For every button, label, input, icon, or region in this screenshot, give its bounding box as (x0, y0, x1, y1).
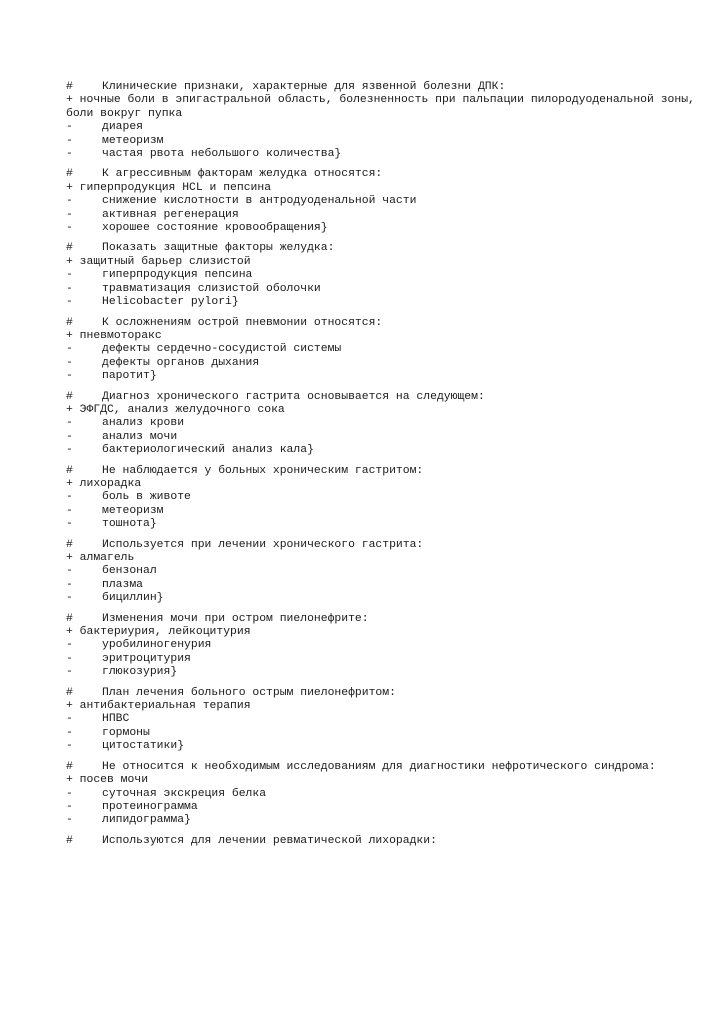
dash-marker: - (66, 222, 73, 235)
dash-marker: - (66, 518, 73, 531)
hash-marker: # (66, 760, 73, 773)
question-title-text: План лечения больного острым пиелонефритом: (102, 686, 396, 699)
wrong-answer (66, 666, 706, 679)
question-title-text: Клинические признаки, характерные для язвенной болезни ДПК: (102, 81, 506, 93)
wrong-answer (66, 579, 706, 592)
wrong-answer (66, 518, 706, 531)
dash-marker: - (66, 565, 73, 578)
question-block (66, 81, 706, 161)
question-title-text: Не наблюдается у больных хроническим гастритом: (102, 464, 424, 477)
wrong-answer-text: бициллин} (102, 592, 164, 605)
dash-marker: - (66, 787, 73, 800)
hash-marker: # (66, 834, 73, 847)
question-title (66, 539, 706, 552)
dash-marker: - (66, 208, 73, 221)
dash-marker: - (66, 417, 73, 430)
question-block (66, 761, 706, 828)
wrong-answer (66, 801, 706, 814)
wrong-answer (66, 135, 706, 148)
correct-answer: + ЭФГДС, анализ желудочного сока (66, 403, 285, 416)
hash-marker: # (66, 242, 73, 255)
dash-marker: - (66, 121, 73, 134)
question-block (66, 613, 706, 680)
question-title-text: Диагноз хронического гастрита основывается на следующем: (102, 390, 485, 403)
correct-answer: + бактериурия, лейкоцитурия (66, 626, 251, 639)
wrong-answer-text: НПВС (102, 713, 130, 726)
wrong-answer (66, 814, 706, 827)
dash-marker: - (66, 814, 73, 827)
wrong-answer (66, 222, 706, 235)
wrong-answer (66, 592, 706, 605)
dash-marker: - (66, 652, 73, 665)
dash-marker: - (66, 195, 73, 208)
hash-marker: # (66, 168, 73, 181)
hash-marker: # (66, 612, 73, 625)
question-block (66, 539, 706, 606)
wrong-answer-text: цитостатики} (102, 740, 185, 753)
wrong-answer (66, 121, 706, 134)
wrong-answer-text: бензонал (102, 565, 157, 578)
wrong-answer-text: уробилиногенурия (102, 639, 212, 652)
dash-marker: - (66, 592, 73, 605)
wrong-answer-text: протеинограмма (102, 800, 198, 813)
wrong-answer-text: анализ мочи (102, 430, 178, 443)
dash-marker: - (66, 800, 73, 813)
wrong-answer-text: активная регенерация (102, 208, 239, 221)
wrong-answer-text: травматизация слизистой оболочки (102, 282, 321, 295)
wrong-answer (66, 727, 706, 740)
wrong-answer (66, 296, 706, 309)
wrong-answer-text: липидограмма} (102, 814, 191, 827)
wrong-answer-text: хорошее состояние кровообращения} (102, 222, 328, 235)
question-title (66, 613, 706, 626)
correct-answer: + алмагель (66, 552, 135, 564)
question-title-text: Используются для лечении ревматической лихорадки: (102, 834, 437, 847)
wrong-answer-text: паротит} (102, 370, 157, 383)
dash-marker: - (66, 134, 73, 147)
dash-marker: - (66, 740, 73, 753)
wrong-answer (66, 195, 706, 208)
question-block (66, 835, 706, 848)
wrong-answer (66, 431, 706, 444)
dash-marker: - (66, 491, 73, 504)
question-title (66, 465, 706, 478)
wrong-answer-text: бактериологический анализ кала} (102, 444, 314, 457)
wrong-answer-text: частая рвота небольшого количества} (102, 148, 342, 161)
question-title (66, 391, 706, 404)
wrong-answer-text: дефекты сердечно-сосудистой системы (102, 343, 342, 356)
question-title-text: К осложнениям острой пневмонии относятся: (102, 316, 383, 329)
question-title-text: Изменения мочи при остром пиелонефрите: (102, 612, 369, 625)
wrong-answer-text: глюкозурия} (102, 666, 178, 679)
dash-marker: - (66, 713, 73, 726)
document-body (66, 81, 706, 855)
wrong-answer (66, 417, 706, 430)
wrong-answer-text: гормоны (102, 726, 150, 739)
question-title (66, 242, 706, 255)
wrong-answer-text: анализ крови (102, 417, 185, 430)
wrong-answer (66, 565, 706, 578)
wrong-answer (66, 343, 706, 356)
dash-marker: - (66, 296, 73, 309)
wrong-answer (66, 444, 706, 457)
dash-marker: - (66, 356, 73, 369)
wrong-answer-text: дефекты органов дыхания (102, 356, 260, 369)
hash-marker: # (66, 81, 73, 93)
wrong-answer (66, 370, 706, 383)
hash-marker: # (66, 686, 73, 699)
wrong-answer-text: гиперпродукция пепсина (102, 269, 253, 282)
dash-marker: - (66, 504, 73, 517)
question-title (66, 835, 706, 848)
hash-marker: # (66, 316, 73, 329)
wrong-answer-text: тошнота} (102, 518, 157, 531)
wrong-answer (66, 269, 706, 282)
hash-marker: # (66, 464, 73, 477)
correct-answer: + гиперпродукция HCL и пепсина (66, 181, 272, 194)
wrong-answer-text: боль в животе (102, 491, 191, 504)
question-block (66, 168, 706, 235)
wrong-answer-text: эритроцитурия (102, 652, 191, 665)
wrong-answer (66, 491, 706, 504)
dash-marker: - (66, 148, 73, 161)
correct-answer: + антибактериальная терапия (66, 700, 251, 713)
question-block (66, 317, 706, 384)
question-title-text: Показать защитные факторы желудка: (102, 242, 335, 255)
question-block (66, 242, 706, 309)
wrong-answer-text: Helicobacter pylori} (102, 296, 239, 309)
wrong-answer-text: суточная экскреция белка (102, 787, 267, 800)
wrong-answer (66, 639, 706, 652)
dash-marker: - (66, 726, 73, 739)
question-title (66, 317, 706, 330)
wrong-answer-text: диарея (102, 121, 144, 134)
wrong-answer-text: метеоризм (102, 504, 164, 517)
wrong-answer (66, 713, 706, 726)
wrong-answer-text: плазма (102, 578, 144, 591)
dash-marker: - (66, 578, 73, 591)
dash-marker: - (66, 444, 73, 457)
correct-answer: + посев мочи (66, 774, 149, 787)
correct-answer: + пневмоторакс (66, 329, 162, 342)
dash-marker: - (66, 269, 73, 282)
wrong-answer (66, 148, 706, 161)
correct-answer: + лихорадка (66, 477, 142, 490)
correct-answer: + ночные боли в эпигастральной область, болезненность при пальпации пилородуоденальной зоны, боли вокруг пупка (66, 94, 695, 120)
hash-marker: # (66, 390, 73, 403)
wrong-answer (66, 209, 706, 222)
question-title-text: К агрессивным факторам желудка относятся: (102, 168, 383, 181)
question-title-text: Не относится к необходимым исследованиям для диагностики нефротического синдрома: (102, 760, 656, 773)
question-title-text: Используется при лечении хронического гастрита: (102, 538, 424, 551)
wrong-answer-text: снижение кислотности в антродуоденальной части (102, 195, 417, 208)
dash-marker: - (66, 666, 73, 679)
wrong-answer (66, 357, 706, 370)
wrong-answer (66, 505, 706, 518)
correct-answer: + защитный барьер слизистой (66, 255, 251, 268)
dash-marker: - (66, 343, 73, 356)
wrong-answer (66, 740, 706, 753)
question-block (66, 687, 706, 754)
dash-marker: - (66, 639, 73, 652)
question-title (66, 761, 706, 774)
wrong-answer (66, 283, 706, 296)
wrong-answer (66, 788, 706, 801)
dash-marker: - (66, 430, 73, 443)
wrong-answer-text: метеоризм (102, 134, 164, 147)
question-block (66, 465, 706, 532)
question-block (66, 391, 706, 458)
dash-marker: - (66, 370, 73, 383)
dash-marker: - (66, 282, 73, 295)
wrong-answer (66, 653, 706, 666)
question-title (66, 168, 706, 181)
question-title (66, 687, 706, 700)
question-title (66, 81, 706, 94)
hash-marker: # (66, 538, 73, 551)
